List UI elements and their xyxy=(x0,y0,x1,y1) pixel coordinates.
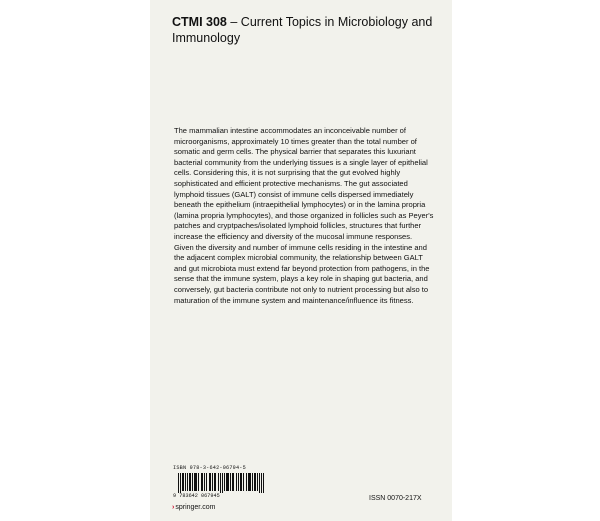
barcode-icon xyxy=(178,473,264,493)
book-title xyxy=(172,14,442,46)
series-title: – Current Topics in Microbiology and Immunology xyxy=(172,15,433,45)
isbn-label: ISBN 978-3-642-06794-5 xyxy=(173,465,246,471)
issn-label: ISSN 0070-217X xyxy=(369,495,422,502)
abstract-paragraph-1: The mammalian intestine accommodates an inconceivable number of microorganisms, approximately 10 times greater than the total number of somatic and germ cells. The physical barrier that separates this luxuriant bacterial community from the underlying tissues is a single layer of epithelial cells. Considering this, it is not surprising that the gut evolved highly sophisticated and efficient protective mechanisms. The gut associated lymphoid tissues (GALT) consist of immune cells dispersed immediately beneath the epithelium (intraepithelial lymphocytes) or in the lamina propria (lamina propria lymphocytes), and those organized in follicles such as Peyer's patches and cryptpaches/isolated lymphoid follicles, structures that further increase the efficiency and diversity of the mucosal immune responses. xyxy=(174,126,434,241)
series-code: CTMI 308 xyxy=(172,15,227,29)
springer-arrow-icon: › xyxy=(172,504,175,511)
publisher-link[interactable] xyxy=(172,504,215,511)
barcode-digits: 9 783642 067945 xyxy=(173,493,220,499)
abstract-text xyxy=(174,126,436,306)
abstract-paragraph-2: Given the diversity and number of immune cells residing in the intestine and the adjacent complex microbial community, the relationship between GALT and gut microbiota must extend far beyond protection from pathogens, in the sense that the immune system, plays a key role in shaping gut bacteria, and conversely, gut bacteria contribute not only to nutrient processing but also to maturation of the immune system and maintenance/influence its fitness. xyxy=(174,242,430,305)
publisher-url: springer.com xyxy=(175,504,216,511)
barcode-block xyxy=(173,465,269,501)
